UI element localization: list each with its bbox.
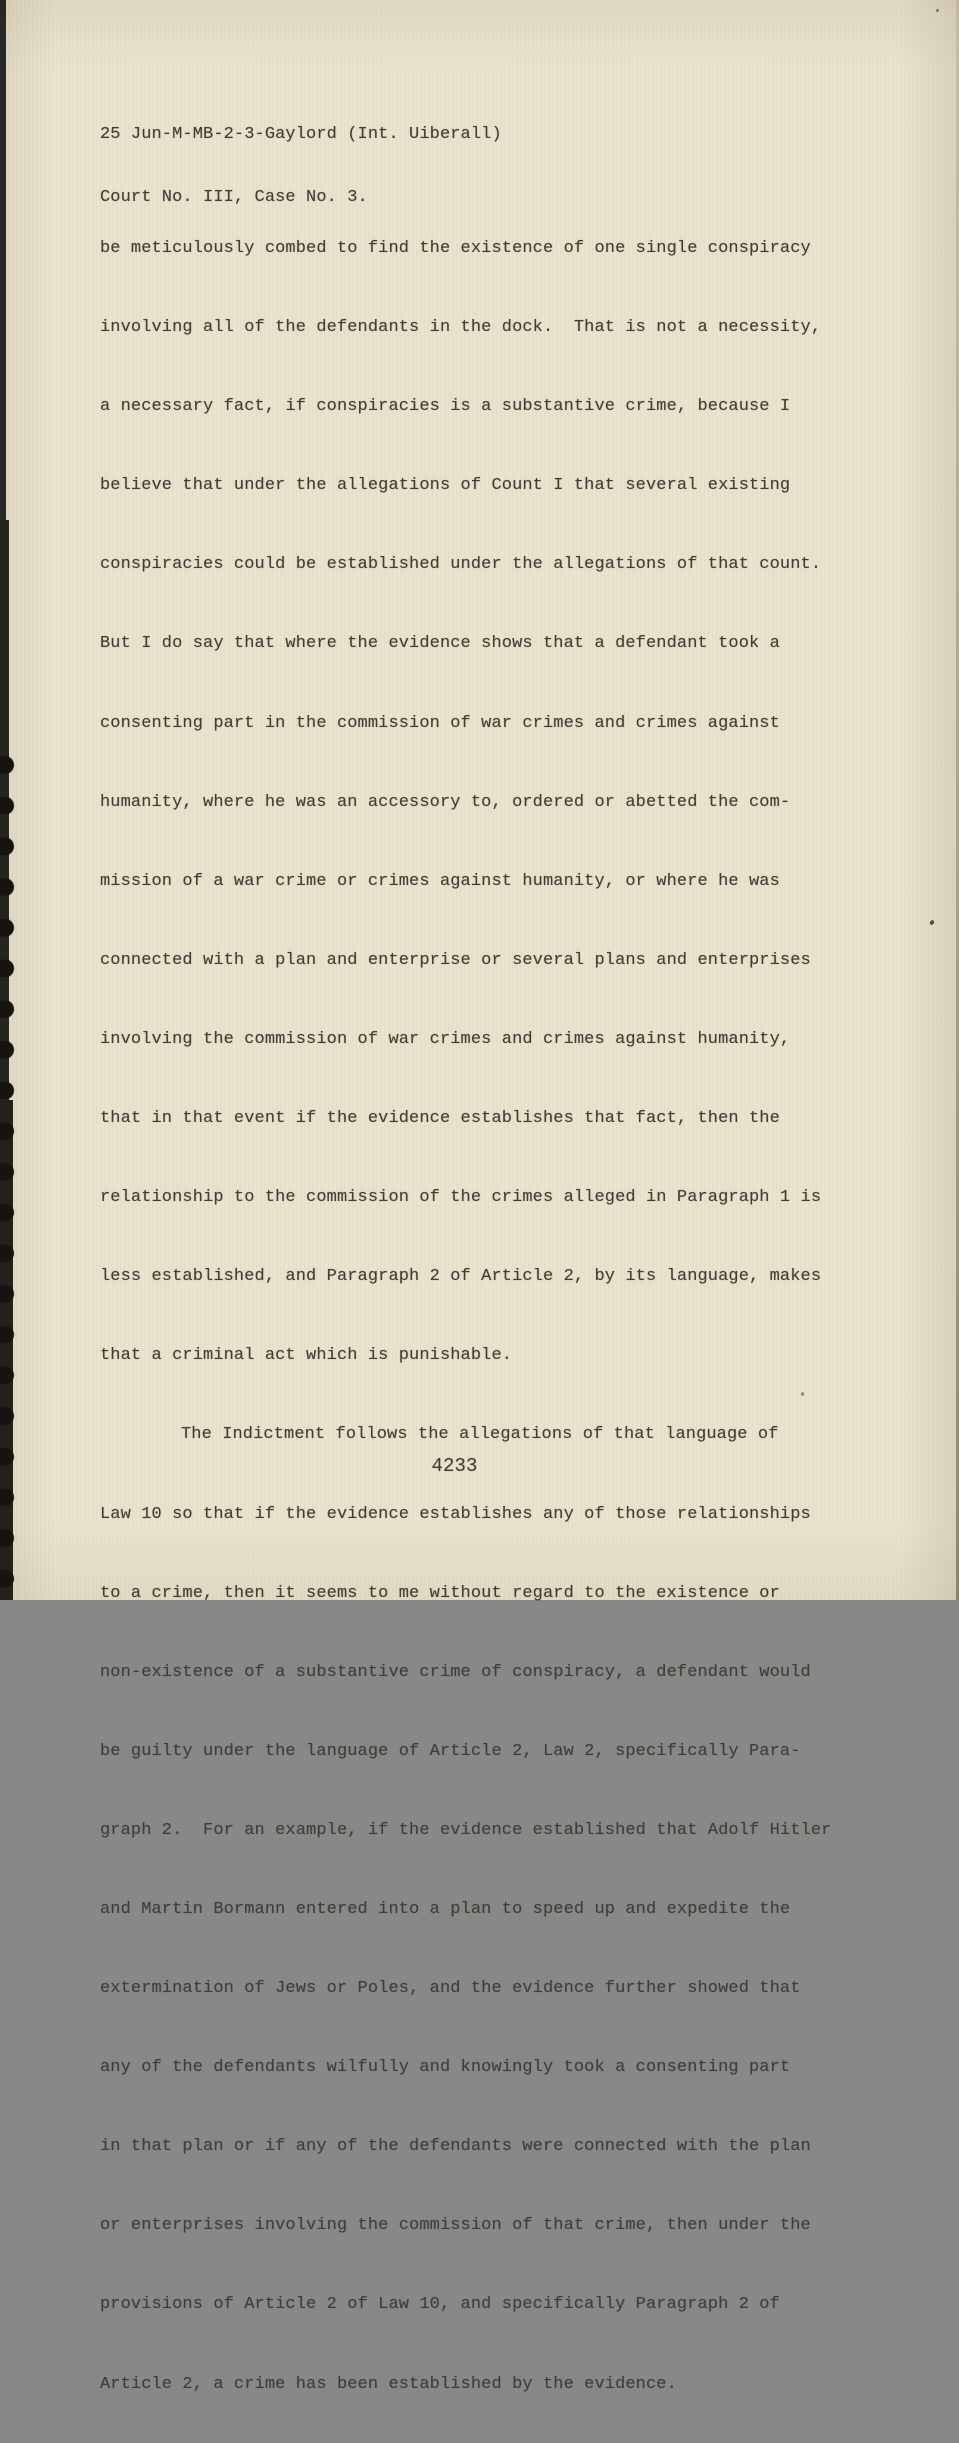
typed-line: be guilty under the language of Article 2, Law 2, specifically Para- [100, 1741, 801, 1761]
typed-line: humanity, where he was an accessory to, ordered or abetted the com- [100, 792, 791, 812]
typed-line: graph 2. For an example, if the evidence established that Adolf Hitler [100, 1820, 832, 1840]
typed-line: a necessary fact, if conspiracies is a substantive crime, because I [100, 397, 791, 417]
typed-line: be meticulously combed to find the existence of one single conspiracy [100, 239, 811, 258]
typed-line: non-existence of a substantive crime of conspiracy, a defendant would [100, 1662, 811, 1682]
typed-line: or enterprises involving the commission of that crime, then under the [100, 2216, 811, 2236]
typed-body [100, 190, 831, 2443]
typed-line-paragraph-start: The Indictment follows the allegations of that language of [181, 1425, 779, 1445]
typed-line: extermination of Jews or Poles, and the evidence further showed that [100, 1979, 801, 1999]
typed-line: any of the defendants wilfully and knowingly took a consenting part [100, 2058, 791, 2078]
typed-line: provisions of Article 2 of Law 10, and specifically Paragraph 2 of [100, 2295, 780, 2315]
typed-line: believe that under the allegations of Count I that several existing [100, 476, 791, 496]
typed-line: Law 10 so that if the evidence establishes any of those relationships [100, 1504, 811, 1524]
header-court-line: Court No. III, Case No. 3. [100, 188, 368, 207]
typed-line: that in that event if the evidence establishes that fact, then the [100, 1109, 780, 1129]
typed-line: But I do say that where the evidence shows that a defendant took a [100, 634, 780, 654]
paper-speck [936, 9, 939, 12]
typed-line: mission of a war crime or crimes against humanity, or where he was [100, 871, 780, 891]
typed-line: in that plan or if any of the defendants were connected with the plan [100, 2137, 811, 2157]
typed-line: that a criminal act which is punishable. [100, 1346, 513, 1366]
typed-line: less established, and Paragraph 2 of Article 2, by its language, makes [100, 1267, 822, 1287]
paper-speck [929, 919, 935, 925]
typed-line: Article 2, a crime has been established by the evidence. [100, 2374, 677, 2394]
typed-line: connected with a plan and enterprise or several plans and enterprises [100, 950, 811, 970]
typed-line: involving the commission of war crimes and crimes against humanity, [100, 1029, 791, 1049]
page-number: 4233 [431, 1455, 478, 1477]
typed-line: consenting part in the commission of war crimes and crimes against [100, 713, 780, 733]
header-session-line: 25 Jun-M-MB-2-3-Gaylord (Int. Uiberall) [100, 125, 502, 144]
paper-speck [801, 1392, 804, 1396]
typed-line: involving all of the defendants in the dock. That is not a necessity, [100, 318, 822, 338]
typed-line: relationship to the commission of the crimes alleged in Paragraph 1 is [100, 1188, 822, 1208]
typed-line: to a crime, then it seems to me without regard to the existence or [100, 1583, 780, 1603]
typed-line: and Martin Bormann entered into a plan to speed up and expedite the [100, 1899, 791, 1919]
typed-line: conspiracies could be established under the allegations of that count. [100, 555, 822, 575]
